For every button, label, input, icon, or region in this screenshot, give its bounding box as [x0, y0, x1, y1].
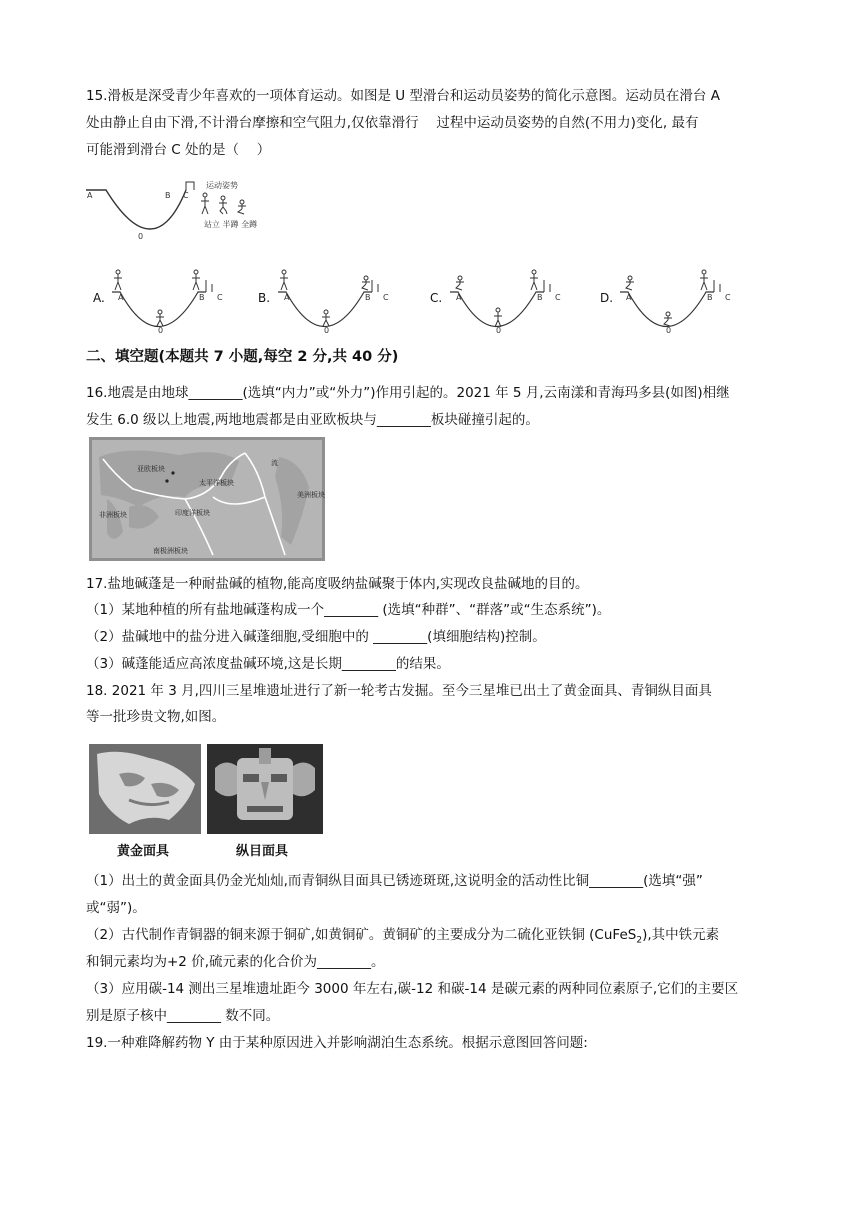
map-label-africa: 非洲板块	[99, 511, 127, 519]
svg-text:0: 0	[158, 326, 164, 334]
svg-text:C: C	[383, 293, 389, 302]
plate-map	[89, 437, 325, 561]
svg-text:B: B	[707, 293, 713, 302]
quake-marker-2	[165, 479, 168, 482]
section-title: 二、填空题(本题共 7 小题,每空 2 分,共 40 分)	[86, 349, 399, 365]
svg-text:B: B	[199, 293, 205, 302]
map-label-sea: 流	[271, 459, 278, 467]
map-label-eurasia: 亚欧板块	[137, 465, 165, 473]
q17-text-line1: 17.盐地碱蓬是一种耐盐碱的植物,能高度吸纳盐碱聚于体内,实现改良盐碱地的目的。	[86, 576, 589, 592]
option-d-label[interactable]: D.	[600, 291, 614, 305]
q18-sub1-line1: （1）出土的黄金面具仍金光灿灿,而青铜纵目面具已锈迹斑斑,这说明金的活动性比铜________(选填“强”	[86, 873, 703, 889]
q15-text-line3: 可能滑到滑台 C 处的是（ ）	[86, 142, 271, 158]
option-b-figure[interactable]	[274, 266, 404, 334]
ramp-label-c: C	[183, 191, 189, 200]
svg-text:A: A	[118, 293, 124, 302]
option-a-figure[interactable]	[108, 266, 238, 334]
svg-text:C: C	[555, 293, 561, 302]
svg-text:0: 0	[496, 326, 502, 334]
option-d-figure[interactable]	[616, 266, 746, 334]
svg-text:0: 0	[324, 326, 330, 334]
formula-subscript: 2	[636, 935, 643, 946]
gold-mask-photo	[89, 744, 201, 834]
q17-sub1: （1）某地种植的所有盐地碱蓬构成一个________ (选填“种群”、“群落”或“生态系统”)。	[86, 602, 611, 618]
map-label-indian: 印度洋板块	[175, 509, 210, 517]
svg-text:A: A	[284, 293, 290, 302]
q18-sub2-line2: 和铜元素均为+2 价,硫元素的化合价为________。	[86, 954, 385, 970]
ramp-label-b: B	[165, 191, 171, 200]
pose-figures	[196, 192, 256, 216]
map-label-pacific: 太平洋板块	[199, 479, 234, 487]
svg-text:C: C	[217, 293, 223, 302]
gold-mask-caption: 黄金面具	[117, 844, 170, 859]
svg-text:C: C	[725, 293, 731, 302]
svg-text:B: B	[365, 293, 371, 302]
q18-sub2-pre: （2）古代制作青铜器的铜来源于铜矿,如黄铜矿。黄铜矿的主要成分为二硫化亚铁铜 (CuFeS	[86, 927, 637, 943]
option-c-figure[interactable]	[446, 266, 576, 334]
q18-sub3-line2: 别是原子核中________ 数不同。	[86, 1008, 280, 1024]
option-a-label[interactable]: A.	[93, 291, 105, 305]
q17-sub2: （2）盐碱地中的盐分进入碱蓬细胞,受细胞中的 ________(填细胞结构)控制。	[86, 629, 546, 645]
bronze-mask-caption: 纵目面具	[236, 844, 289, 859]
option-b-label[interactable]: B.	[258, 291, 271, 305]
q17-sub3: （3）碱蓬能适应高浓度盐碱环境,这是长期________的结果。	[86, 656, 450, 672]
q19-text-line1: 19.一种难降解药物 Y 由于某种原因进入并影响湖泊生态系统。根据示意图回答问题:	[86, 1035, 588, 1051]
svg-text:B: B	[537, 293, 543, 302]
svg-text:A: A	[626, 293, 632, 302]
svg-text:0: 0	[666, 326, 672, 334]
q16-text-line1: 16.地震是由地球________(选填“内力”或“外力”)作用引起的。2021 年 5 月,云南漾和青海玛多县(如图)相继	[86, 385, 730, 401]
q18-sub2-post: ),其中铁元素	[642, 927, 720, 943]
q18-text-line2: 等一批珍贵文物,如图。	[86, 709, 226, 725]
map-label-antarctic: 南极洲板块	[153, 547, 188, 555]
q15-text-line2: 处由静止自由下滑,不计滑台摩擦和空气阻力,仅依靠滑行 过程中运动员姿势的自然(不用力)变化, 最有	[86, 115, 699, 131]
quake-marker-1	[171, 471, 174, 474]
poses-title: 运动姿势	[206, 181, 238, 190]
option-c-label[interactable]: C.	[430, 291, 443, 305]
q18-sub3-line1: （3）应用碳-14 测出三星堆遗址距今 3000 年左右,碳-12 和碳-14 是碳元素的两种同位素原子,它们的主要区	[86, 981, 739, 997]
svg-text:A: A	[456, 293, 462, 302]
q18-sub2-line1	[86, 925, 719, 951]
q15-text-line1: 15.滑板是深受青少年喜欢的一项体育运动。如图是 U 型滑台和运动员姿势的简化示意图。运动员在滑台 A	[86, 88, 720, 104]
ramp-label-o: 0	[138, 232, 144, 241]
ramp-label-a: A	[87, 191, 93, 200]
q16-text-line2: 发生 6.0 级以上地震,两地地震都是由亚欧板块与________板块碰撞引起的。	[86, 412, 539, 428]
poses-caption: 站立 半蹲 全蹲	[204, 220, 258, 229]
q18-text-line1: 18. 2021 年 3 月,四川三星堆遗址进行了新一轮考古发掘。至今三星堆已出土了黄金面具、青铜纵目面具	[86, 683, 712, 699]
bronze-mask-photo	[207, 744, 323, 834]
q18-sub1-line2: 或“弱”)。	[86, 900, 146, 916]
map-label-america: 美洲板块	[297, 491, 325, 499]
